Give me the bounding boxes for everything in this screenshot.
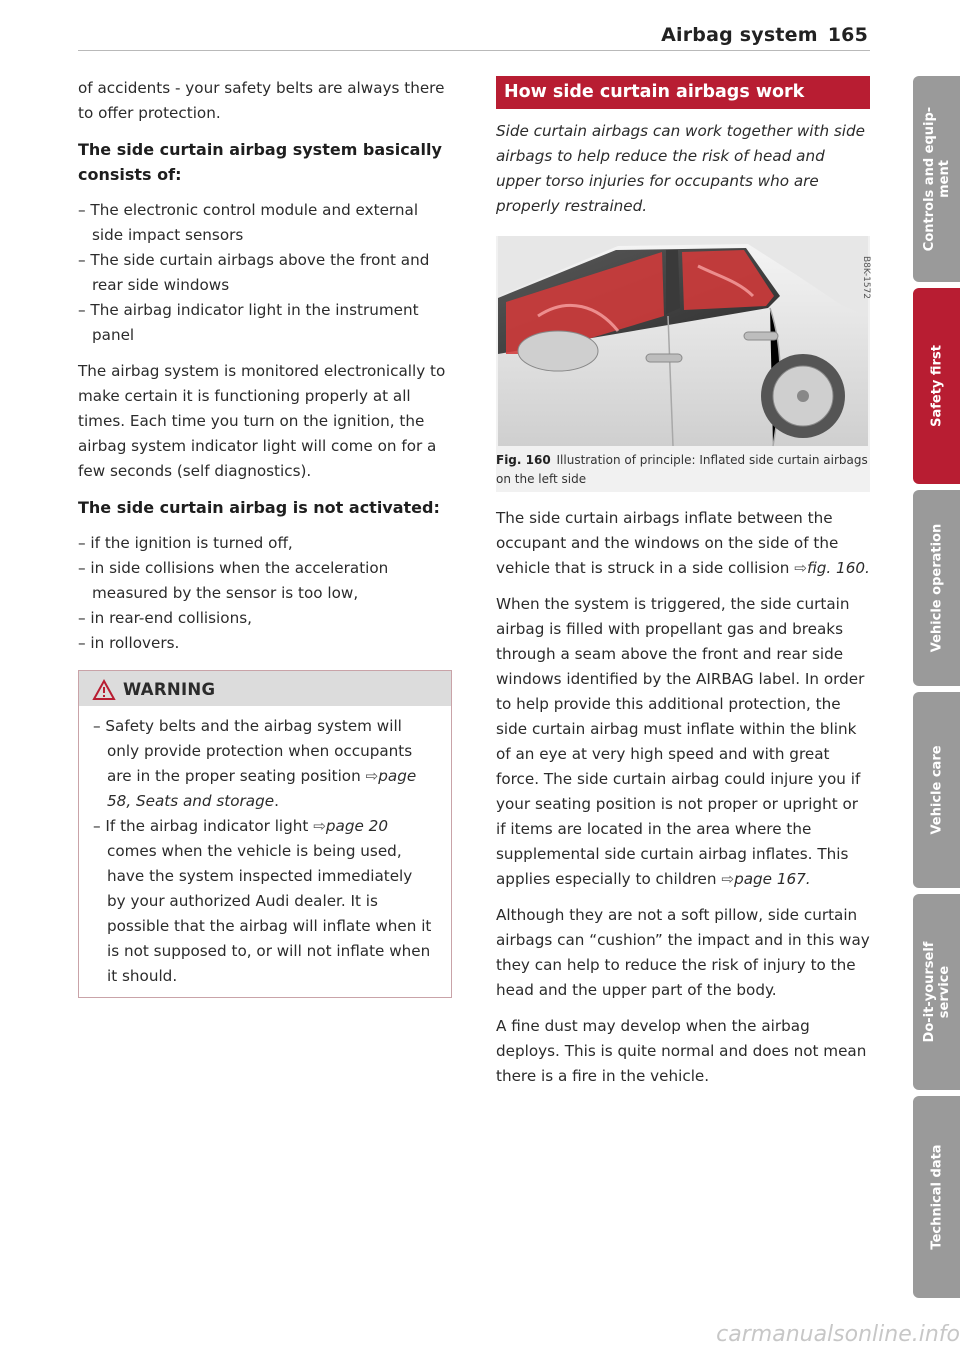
arrow-right-icon: ⇨ bbox=[721, 870, 735, 888]
inflation-paragraph: The side curtain airbags inflate between the occupant and the windows on the side of the vehicle that is struck in a side collision ⇨fig. 160. bbox=[496, 509, 870, 577]
arrow-right-icon: ⇨ bbox=[313, 817, 326, 835]
monitoring-paragraph: The airbag system is monitored electronically to make certain it is functioning properly at all times. Each time you turn on the ignition, the airbag system indicator light will come on for a few seconds (self diagnostics). bbox=[78, 362, 446, 480]
continued-paragraph: of accidents - your safety belts are always there to offer protection. bbox=[78, 79, 445, 122]
tab-vehicle-operation[interactable]: Vehicle operation bbox=[913, 490, 960, 686]
list-item: – The side curtain airbags above the front and rear side windows bbox=[78, 248, 452, 298]
subheading-consists-of: The side curtain airbag system basically consists of: bbox=[78, 140, 442, 184]
warning-box bbox=[78, 670, 452, 998]
figure-160 bbox=[496, 236, 870, 492]
list-item: – in rollovers. bbox=[78, 631, 452, 656]
chapter-tabs bbox=[913, 76, 960, 1298]
tab-vehicle-care[interactable]: Vehicle care bbox=[913, 692, 960, 888]
subheading-not-activated: The side curtain airbag is not activated: bbox=[78, 498, 440, 517]
tab-safety-first[interactable]: Safety first bbox=[913, 288, 960, 484]
warning-header bbox=[79, 671, 451, 706]
warning-item: – If the airbag indicator light ⇨page 20 comes when the vehicle is being used, have the system inspected immediately by your authorized Audi dealer. It is possible that the airbag will inflate when it is not supposed to, or will not inflate when it should. bbox=[93, 814, 435, 989]
warning-body bbox=[79, 706, 451, 997]
intro-paragraph: Side curtain airbags can work together with side airbags to help reduce the risk of head and upper torso injuries for occupants who are properly restrained. bbox=[496, 122, 866, 215]
tab-controls[interactable]: Controls and equip- ment bbox=[913, 76, 960, 282]
watermark: carmanualsonline.info bbox=[716, 1322, 960, 1347]
arrow-right-icon: ⇨ bbox=[365, 767, 379, 785]
cross-reference-link[interactable]: page 58, Seats and storage bbox=[107, 767, 417, 810]
header-rule bbox=[78, 50, 870, 51]
figure-code: B8K-1572 bbox=[861, 256, 871, 300]
warning-item: – Safety belts and the airbag system will only provide protection when occupants are in the proper seating position ⇨page 58, Seats and storage. bbox=[93, 714, 435, 814]
cushion-paragraph: Although they are not a soft pillow, side curtain airbags can “cushion” the impact and in this way they can help to reduce the risk of injury to the head and the upper part of the body. bbox=[496, 906, 870, 999]
components-list bbox=[78, 198, 452, 348]
list-item: – if the ignition is turned off, bbox=[78, 531, 452, 556]
list-item: – in side collisions when the acceleration measured by the sensor is too low, bbox=[78, 556, 452, 606]
figure-label: Fig. 160 bbox=[496, 453, 551, 467]
list-item: – The airbag indicator light in the instrument panel bbox=[78, 298, 452, 348]
page-number: 165 bbox=[827, 24, 868, 46]
cross-reference-link[interactable]: page 167. bbox=[734, 870, 811, 888]
warning-triangle-icon bbox=[93, 680, 115, 700]
section-title: Airbag system bbox=[661, 24, 818, 46]
cross-reference-link[interactable]: page 20 bbox=[325, 817, 389, 835]
arrow-right-icon: ⇨ bbox=[794, 559, 807, 577]
warning-title: WARNING bbox=[123, 680, 216, 699]
section-heading: How side curtain airbags work bbox=[496, 76, 870, 109]
tab-do-it-yourself[interactable]: Do-it-yourself service bbox=[913, 894, 960, 1090]
figure-caption: Fig. 160 Illustration of principle: Inflated side curtain airbags on the left side bbox=[496, 453, 868, 486]
right-column bbox=[496, 76, 870, 1100]
not-activated-list bbox=[78, 531, 452, 656]
list-item: – The electronic control module and external side impact sensors bbox=[78, 198, 452, 248]
dust-paragraph: A fine dust may develop when the airbag deploys. This is quite normal and does not mean there is a fire in the vehicle. bbox=[496, 1017, 867, 1085]
cross-reference-link[interactable]: fig. 160. bbox=[806, 559, 870, 577]
list-item: – in rear-end collisions, bbox=[78, 606, 452, 631]
left-column bbox=[78, 76, 452, 998]
page-header bbox=[661, 24, 868, 46]
car-airbag-illustration bbox=[498, 236, 871, 446]
tab-technical-data[interactable]: Technical data bbox=[913, 1096, 960, 1298]
trigger-paragraph: When the system is triggered, the side curtain airbag is filled with propellant gas and breaks through a seam above the front and rear side windows identified by the AIRBAG label. In order to help provide this additional protection, the side curtain airbag must inflate within the blink of an eye at very high speed and with great force. The side curtain airbag could injure you if your seating position is not proper or upright or if items are located in the area where the supplemental side curtain airbag inflates. This applies especially to children ⇨page 167. bbox=[496, 595, 865, 888]
